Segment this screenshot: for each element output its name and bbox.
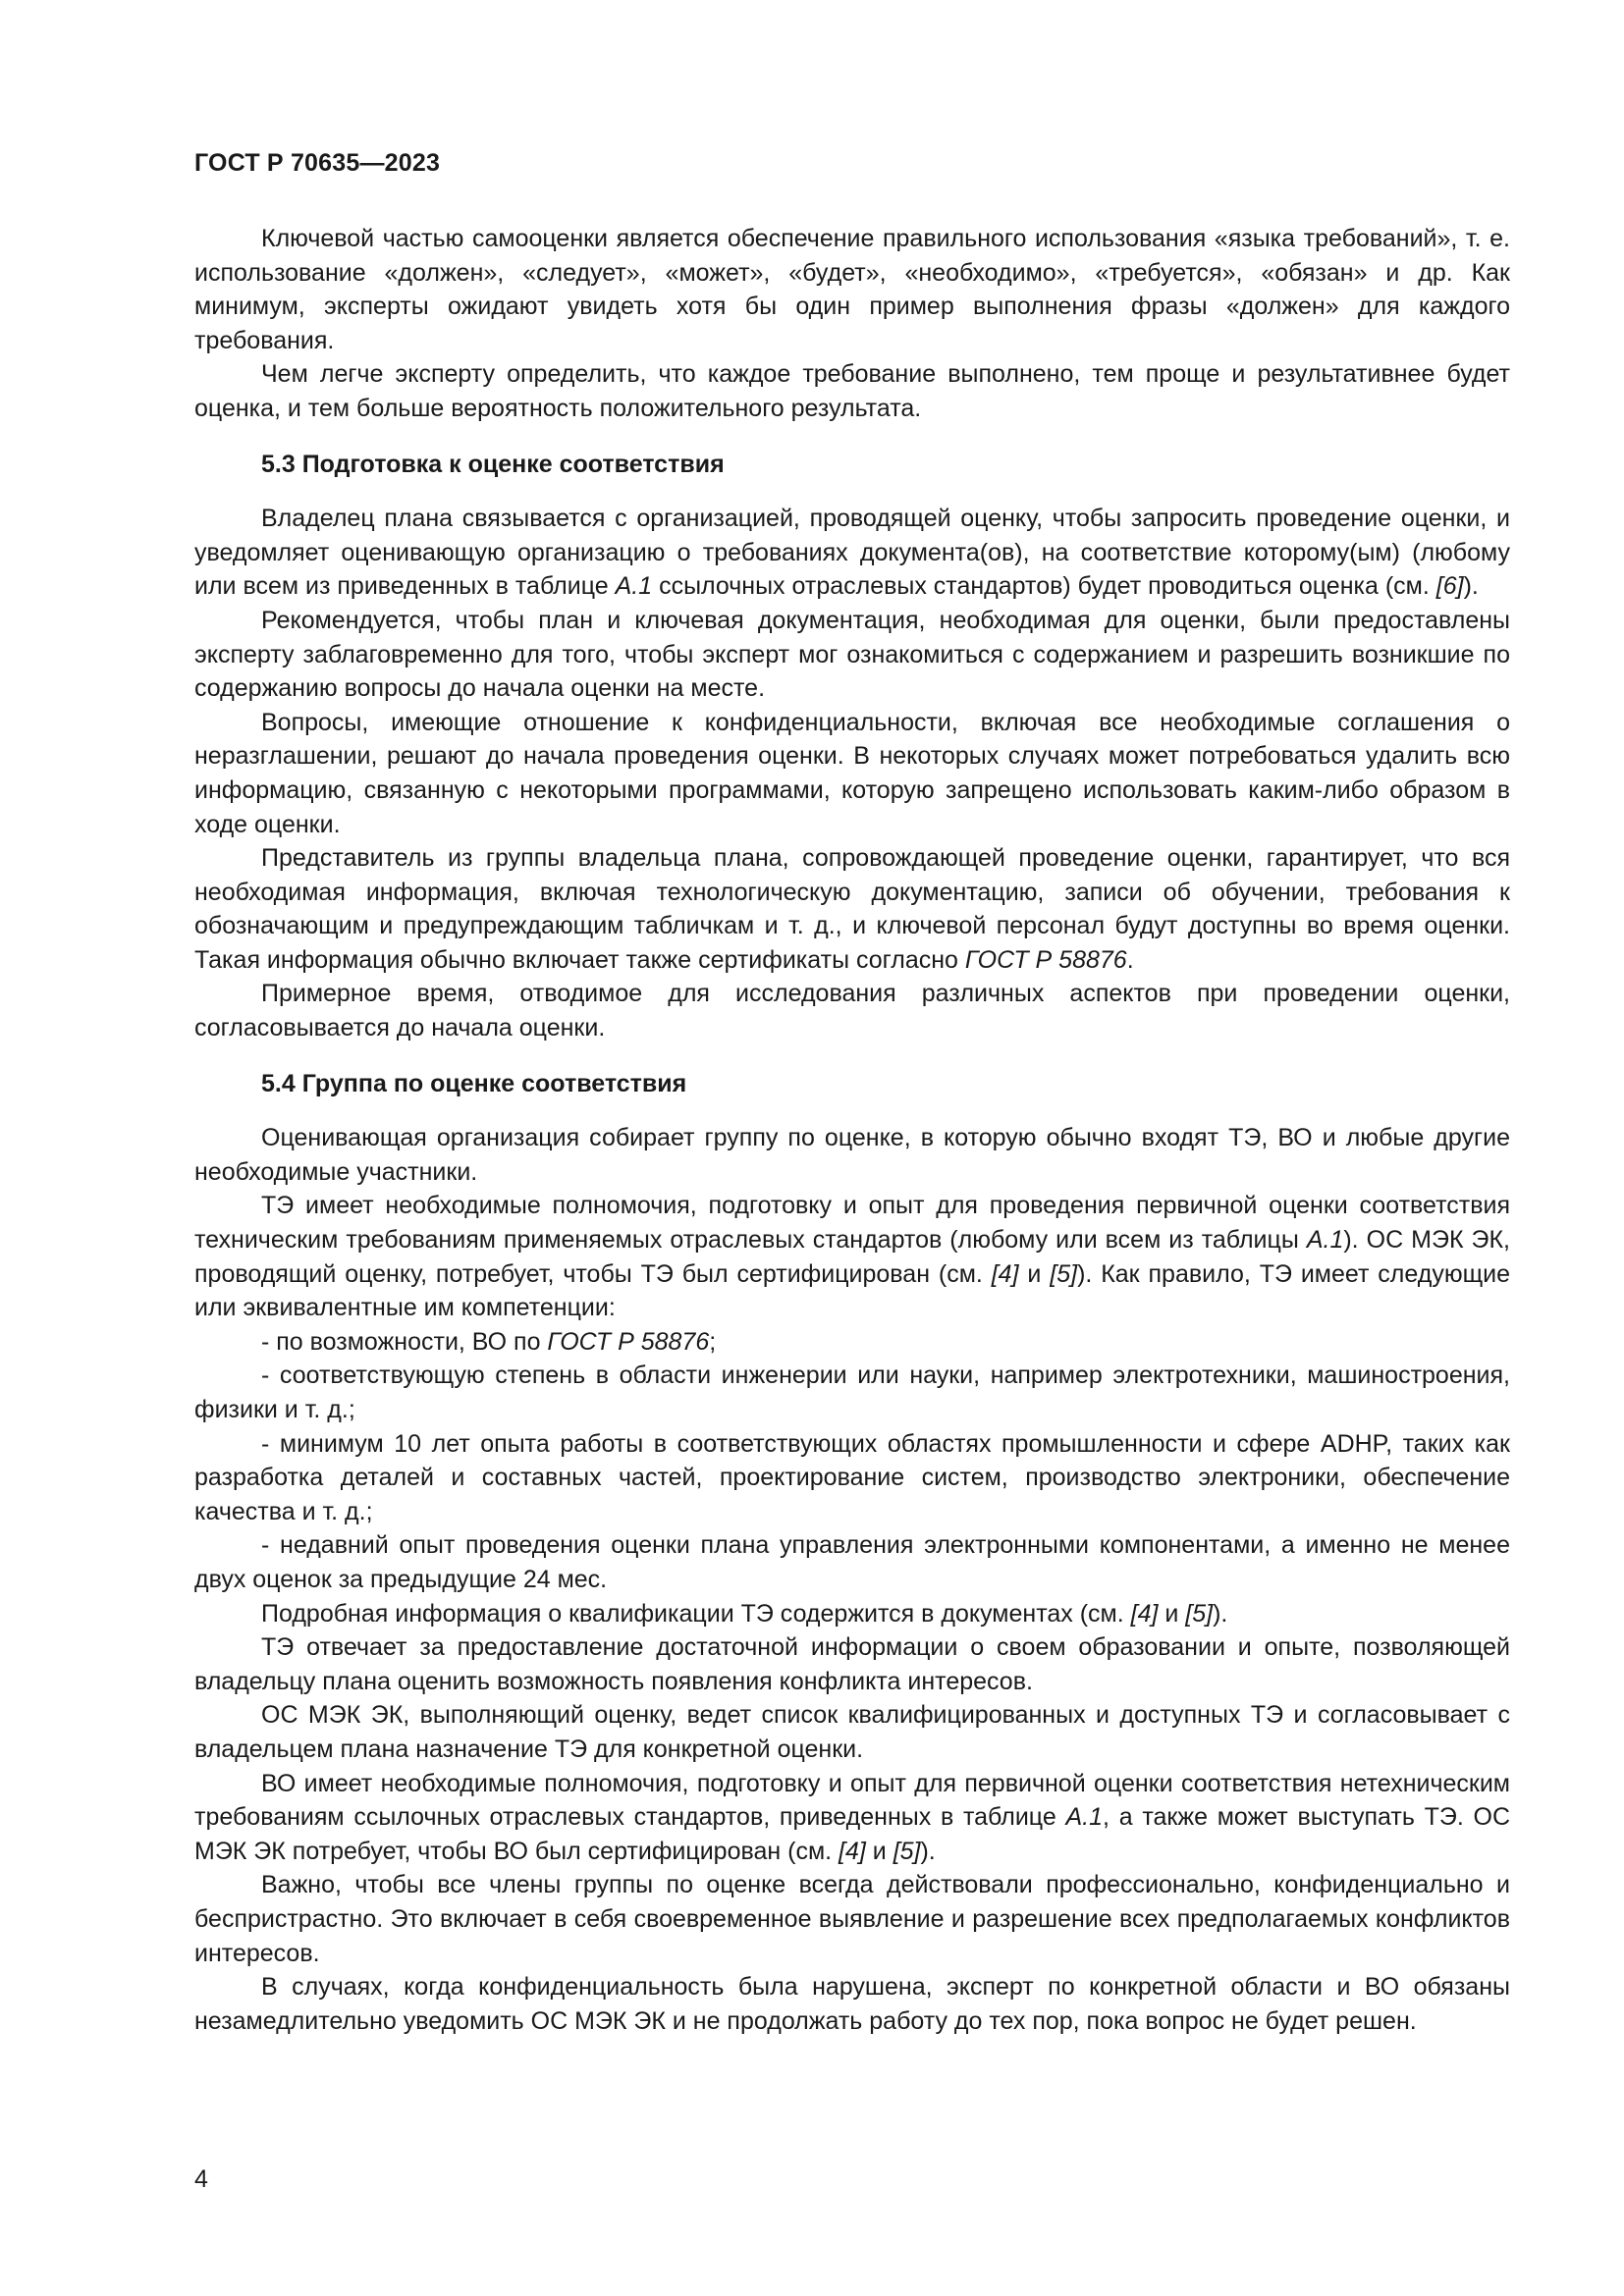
section-heading-5-4: 5.4 Группа по оценке соответствия [261, 1069, 687, 1097]
paragraph: Чем легче эксперту определить, что каждое требование выполнено, тем проще и результативнее будет оценка, и тем больше вероятность положительного результата. [194, 360, 1510, 422]
paragraph: Рекомендуется, чтобы план и ключевая документация, необходимая для оценки, были предоставлены эксперту заблаговременно для того, чтобы эксперт мог ознакомиться с содержанием и разрешить возникшие по содержанию вопросы до начала оценки на месте. [194, 606, 1510, 703]
bibliography-reference: [5] [1185, 1599, 1214, 1628]
page-number: 4 [194, 2165, 208, 2193]
paragraph: В случаях, когда конфиденциальность была нарушена, эксперт по конкретной области и ВО обязаны незамедлительно уведомить ОС МЭК ЭК и не продолжать работу до тех пор, пока вопрос не будет решен. [194, 1973, 1510, 2035]
paragraph: ТЭ отвечает за предоставление достаточной информации о своем образовании и опыте, позволяющей владельцу плана оценить возможность появления конфликта интересов. [194, 1633, 1510, 1695]
bibliography-reference: [5] [1050, 1259, 1078, 1288]
paragraph: ТЭ имеет необходимые полномочия, подготовку и опыт для проведения первичной оценки соответствия техническим требованиям применяемых отраслевых стандартов (любому или всем из таблицы А.1). ОС МЭК ЭК, проводящий оценку, потребует, чтобы ТЭ был сертифицирован (см. [4] и [5]). Как правило, ТЭ имеет следующие или эквивалентные им компетенции: [194, 1192, 1510, 1322]
paragraph: Важно, чтобы все члены группы по оценке всегда действовали профессионально, конфиденциально и беспристрастно. Это включает в себя своевременное выявление и разрешение всех предполагаемых конфликтов интересов. [194, 1871, 1510, 1967]
bibliography-reference: [4] [991, 1259, 1019, 1288]
list-item: - соответствующую степень в области инженерии или науки, например электротехники, машиностроения, физики и т. д.; [194, 1362, 1510, 1423]
bibliography-reference: [4] [1130, 1599, 1159, 1628]
paragraph: Примерное время, отводимое для исследования различных аспектов при проведении оценки, согласовывается до начала оценки. [194, 980, 1510, 1042]
paragraph: Подробная информация о квалификации ТЭ содержится в документах (см. [4] и [5]). [261, 1599, 1228, 1628]
paragraph: Вопросы, имеющие отношение к конфиденциальности, включая все необходимые соглашения о неразглашении, решают до начала проведения оценки. В некоторых случаях может потребоваться удалить всю информацию, связанную с некоторыми программами, которую запрещено использовать каким-либо образом в ходе оценки. [194, 708, 1510, 838]
section-heading-5-3: 5.3 Подготовка к оценке соответствия [261, 450, 725, 478]
bibliography-reference: [6] [1435, 572, 1464, 601]
bibliography-reference: [5] [893, 1837, 921, 1865]
bibliography-reference: [4] [839, 1837, 866, 1865]
paragraph: Ключевой частью самооценки является обеспечение правильного использования «языка требований», т. е. использование «должен», «следует», «может», «будет», «необходимо», «требуется», «обязан» и др. Как минимум, эксперты ожидают увидеть хотя бы один пример выполнения фразы «должен» для каждого требования. [194, 225, 1510, 354]
paragraph: Владелец плана связывается с организацией, проводящей оценку, чтобы запросить проведение оценки, и уведомляет оценивающую организацию о требованиях документа(ов), на соответствие которому(ым) (любому или всем из приведенных в таблице А.1 ссылочных отраслевых стандартов) будет проводиться оценка (см. [6]). [194, 505, 1510, 601]
list-item: - по возможности, ВО по ГОСТ Р 58876; [261, 1327, 717, 1356]
paragraph: Представитель из группы владельца плана, сопровождающей проведение оценки, гарантирует, что вся необходимая информация, включая технологическую документацию, записи об обучении, требования к обозначающим и предупреждающим табличкам и т. д., и ключевой персонал будут доступны во время оценки. Такая информация обычно включает также сертификаты согласно ГОСТ Р 58876. [194, 844, 1510, 974]
standard-reference: ГОСТ Р 58876 [964, 945, 1127, 974]
list-item: - минимум 10 лет опыта работы в соответствующих областях промышленности и сфере ADHP, таких как разработка деталей и составных частей, проектирование систем, производство электроники, обеспечение качества и т. д.; [194, 1429, 1510, 1525]
paragraph: ОС МЭК ЭК, выполняющий оценку, ведет список квалифицированных и доступных ТЭ и согласовывает с владельцем плана назначение ТЭ для конкретной оценки. [194, 1701, 1510, 1763]
table-reference: А.1 [1306, 1226, 1344, 1255]
table-reference: А.1 [1065, 1803, 1104, 1832]
document-body [194, 222, 1510, 2038]
list-item: - недавний опыт проведения оценки плана управления электронными компонентами, а именно не менее двух оценок за предыдущие 24 мес. [194, 1531, 1510, 1593]
standard-code-header: ГОСТ Р 70635—2023 [194, 149, 441, 177]
table-reference: А.1 [615, 572, 653, 601]
standard-reference: ГОСТ Р 58876 [547, 1327, 710, 1356]
paragraph: ВО имеет необходимые полномочия, подготовку и опыт для первичной оценки соответствия нетехническим требованиям ссылочных отраслевых стандартов, приведенных в таблице А.1, а также может выступать ТЭ. ОС МЭК ЭК потребует, чтобы ВО был сертифицирован (см. [4] и [5]). [194, 1769, 1510, 1865]
paragraph: Оценивающая организация собирает группу по оценке, в которую обычно входят ТЭ, ВО и любые другие необходимые участники. [194, 1124, 1510, 1186]
